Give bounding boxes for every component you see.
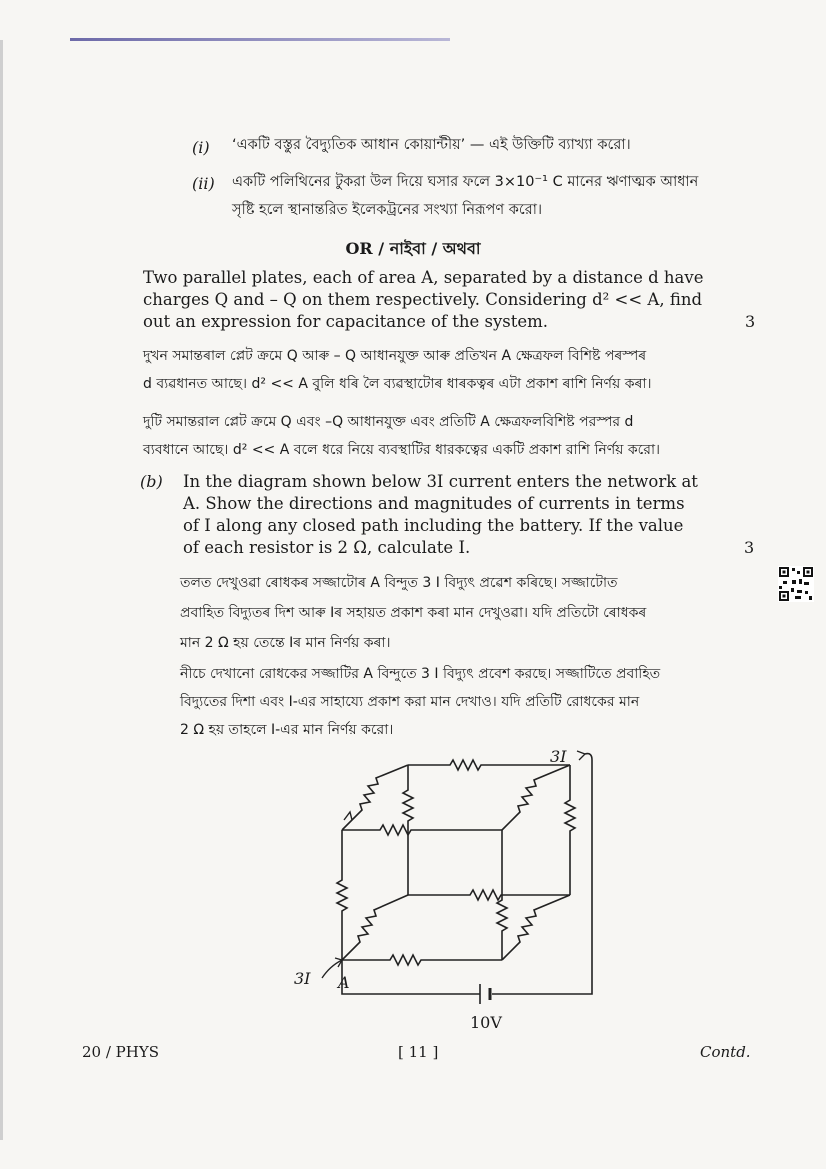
- question-b-assamese: [180, 568, 646, 658]
- page-edge-shadow: [0, 40, 3, 1140]
- q-b-bn-line-1: নীচে দেখানো রোধকের সজ্জাটির A বিন্দুতে 3 I বিদ্যুৎ প্রবেশ করছে। সজ্জাটিতে প্রবাহিত: [180, 666, 661, 682]
- or-question-english: [143, 267, 755, 333]
- or-q-bn-line-2: ব্যবধানে আছে। d² << A বলে ধরে নিয়ে ব্যবস্থাটির ধারকত্বের একটি প্রকাশ রাশি নির্ণয় করো।: [143, 442, 661, 458]
- q-b-en-line-2: A. Show the directions and magnitudes of currents in terms: [183, 494, 685, 513]
- subq-ii-text: [232, 168, 698, 224]
- question-b-label: (b): [140, 472, 163, 491]
- subq-ii-label: (ii): [192, 174, 215, 193]
- footer-page-number: [ 11 ]: [398, 1043, 439, 1061]
- or-divider: OR / নাইবা / অথবা: [345, 239, 481, 258]
- q-b-en-line-4: of each resistor is 2 Ω, calculate I.: [183, 538, 471, 557]
- or-question-assamese: [143, 342, 651, 398]
- subq-i-text: [232, 131, 631, 159]
- footer-paper-code: 20 / PHYS: [82, 1043, 160, 1061]
- resistor-cube-circuit-diagram: [280, 740, 620, 1040]
- subq-i-label: (i): [192, 138, 210, 157]
- q-b-bn-line-3: 2 Ω হয় তাহলে I-এর মান নির্ণয় করো।: [180, 722, 394, 738]
- or-question-bengali: [143, 408, 660, 464]
- diagram-label-node-a: A: [338, 973, 350, 992]
- question-b-marks: 3: [744, 538, 755, 557]
- or-q-bn-line-1: দুটি সমান্তরাল প্লেট ক্রমে Q এবং –Q আধানযুক্ত এবং প্রতিটি A ক্ষেত্রফলবিশিষ্ট পরস্পর d: [143, 414, 634, 430]
- diagram-label-top-current: 3I: [550, 747, 567, 766]
- q-b-as-line-3: মান 2 Ω হয় তেন্তে Iৰ মান নিৰ্ণয় কৰা।: [180, 635, 391, 651]
- or-q-as-line-2: d ব্যৱধানত আছে। d² << A বুলি ধৰি লৈ ব্যৱস্থাটোৰ ধাৰকত্বৰ এটা প্ৰকাশ ৰাশি নিৰ্ণয় কৰা।: [143, 376, 652, 392]
- question-b-english: [183, 471, 755, 559]
- or-q-as-line-1: দুখন সমান্তৰাল প্লেট ক্ৰমে Q আৰু – Q আধানযুক্ত আৰু প্ৰতিখন A ক্ষেত্ৰফল বিশিষ্ট পৰস্পৰ: [143, 348, 647, 364]
- footer-continued: Contd.: [700, 1043, 751, 1061]
- or-q-en-line-3: out an expression for capacitance of the system.: [143, 312, 549, 331]
- diagram-label-battery: 10V: [470, 1013, 502, 1032]
- qr-code-icon: [778, 566, 814, 602]
- q-b-bn-line-2: বিদ্যুতের দিশা এবং I-এর সাহায্যে প্রকাশ করা মান দেখাও। যদি প্রতিটি রোধকের মান: [180, 694, 640, 710]
- q-b-as-line-2: প্ৰবাহিত বিদ্যুতৰ দিশ আৰু Iৰ সহায়ত প্ৰকাশ কৰা মান দেখুওৱা। যদি প্ৰতিটো ৰোধকৰ: [180, 605, 647, 621]
- or-q-en-line-2: charges Q and – Q on them respectively. Considering d² << A, find: [143, 290, 703, 309]
- subq-i-line: ‘একটি বস্তুর বৈদ্যুতিক আধান কোয়ান্টীয়’ — এই উক্তিটি ব্যাখ্যা করো।: [232, 137, 631, 153]
- or-question-marks: 3: [745, 312, 756, 331]
- subq-ii-line-1: একটি পলিথিনের টুকরা উল দিয়ে ঘসার ফলে 3×10⁻¹ C মানের ঋণাত্মক আধান: [232, 174, 699, 190]
- top-rule: [70, 38, 450, 41]
- q-b-en-line-3: of I along any closed path including the battery. If the value: [183, 516, 684, 535]
- q-b-as-line-1: তলত দেখুওৱা ৰোধকৰ সজ্জাটোৰ A বিন্দুত 3 I বিদ্যুৎ প্ৰৱেশ কৰিছে। সজ্জাটোত: [180, 575, 618, 591]
- subq-ii-line-2: সৃষ্টি হলে স্থানান্তরিত ইলেকট্রনের সংখ্যা নিরূপণ করো।: [232, 202, 543, 218]
- or-q-en-line-1: Two parallel plates, each of area A, separated by a distance d have: [143, 268, 704, 287]
- diagram-label-in-current: 3I: [294, 969, 311, 988]
- question-b-bengali: [180, 660, 660, 744]
- q-b-en-line-1: In the diagram shown below 3I current enters the network at: [183, 472, 698, 491]
